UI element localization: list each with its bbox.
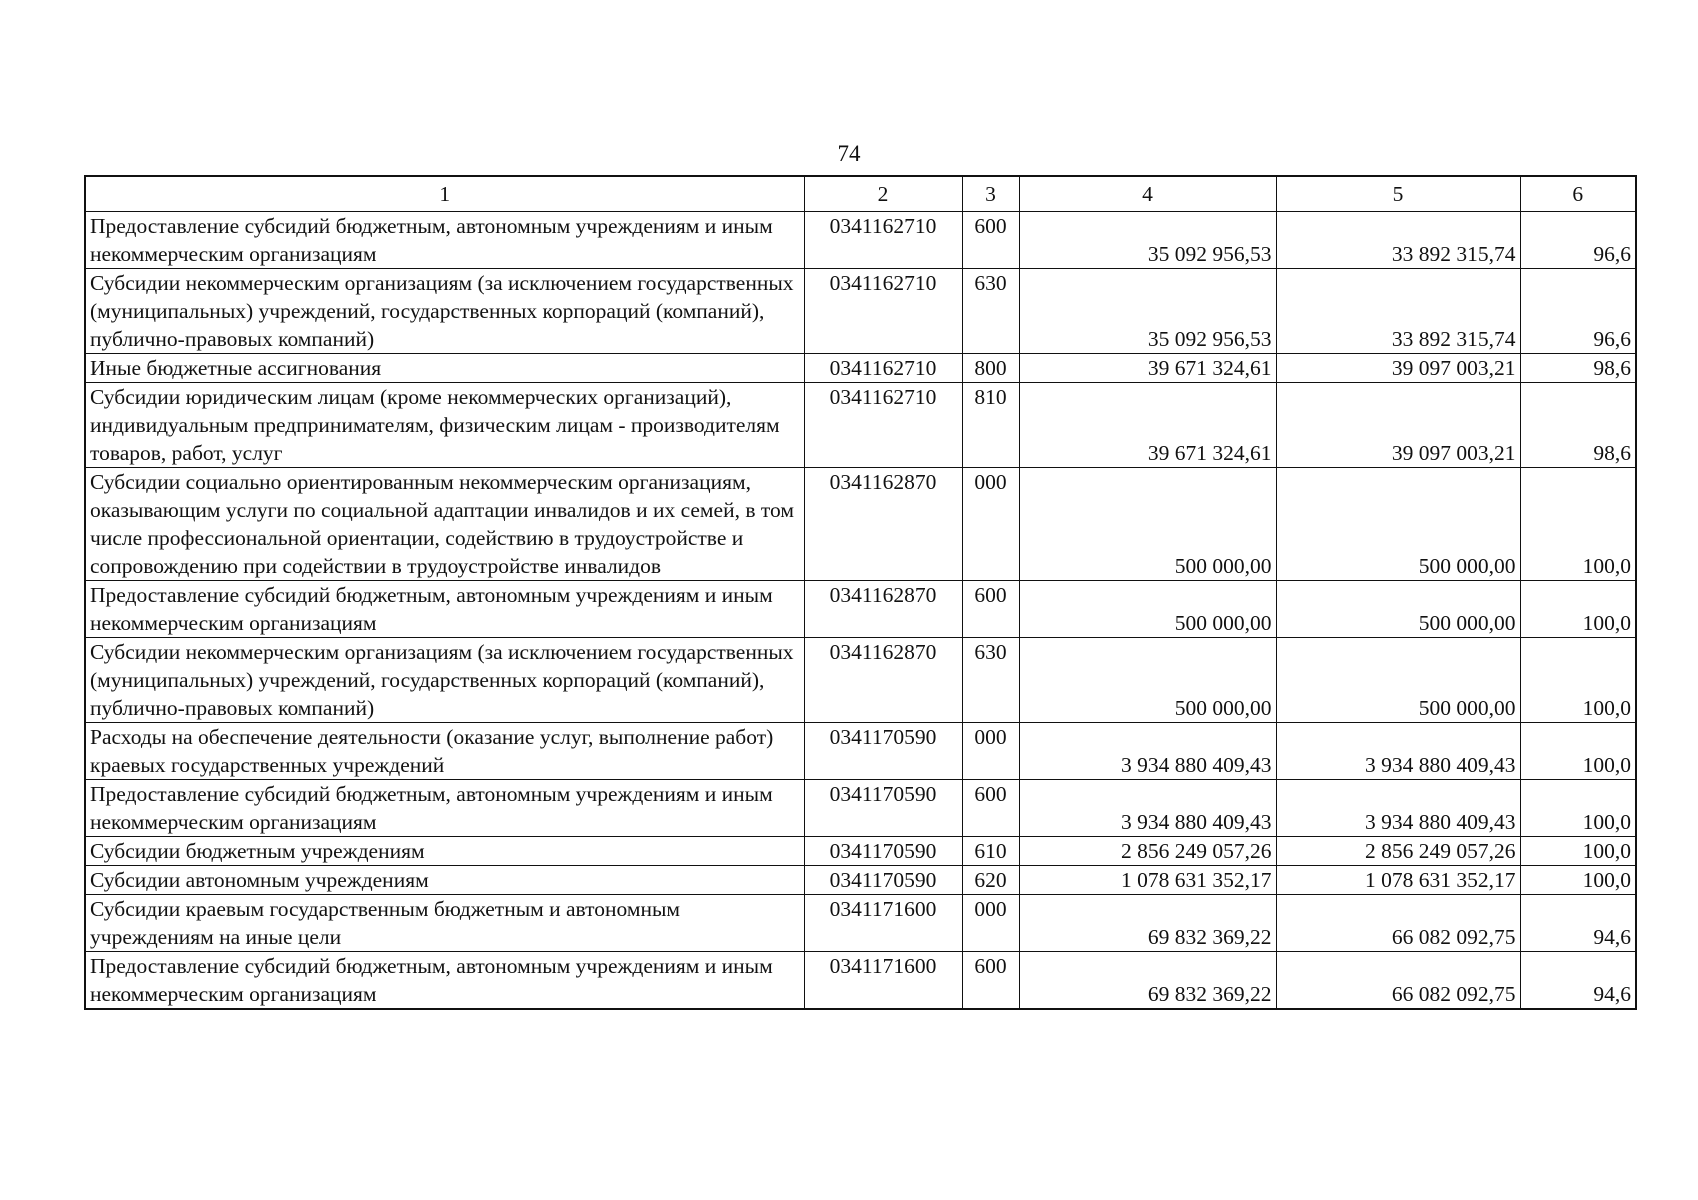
budget-table [84,175,1637,1010]
table-row [85,837,1636,866]
row-percent: 100,0 [1520,638,1636,723]
row-plan: 3 934 880 409,43 [1019,780,1276,837]
row-actual: 33 892 315,74 [1276,269,1520,354]
row-code: 0341162870 [804,638,962,723]
column-header-1: 1 [85,176,804,212]
table-header-row [85,176,1636,212]
row-name: Субсидии автономным учреждениям [85,866,804,895]
row-actual: 33 892 315,74 [1276,212,1520,269]
row-actual: 66 082 092,75 [1276,952,1520,1010]
row-code: 0341170590 [804,780,962,837]
row-code: 0341170590 [804,837,962,866]
column-header-3: 3 [962,176,1019,212]
row-type: 810 [962,383,1019,468]
row-name: Расходы на обеспечение деятельности (оказание услуг, выполнение работ) краевых государственных учреждений [85,723,804,780]
row-code: 0341162710 [804,354,962,383]
row-name: Иные бюджетные ассигнования [85,354,804,383]
row-actual: 500 000,00 [1276,581,1520,638]
table-row [85,212,1636,269]
row-name: Субсидии некоммерческим организациям (за исключением государственных (муниципальных) учреждений, государственных корпораций (компаний), публично-правовых компаний) [85,638,804,723]
row-name: Субсидии социально ориентированным некоммерческим организациям, оказывающим услуги по социальной адаптации инвалидов и их семей, в том числе профессиональной ориентации, содействию в трудоустройстве и сопровождению при содействии в трудоустройстве инвалидов [85,468,804,581]
row-code: 0341171600 [804,952,962,1010]
row-type: 600 [962,581,1019,638]
column-header-4: 4 [1019,176,1276,212]
row-name: Предоставление субсидий бюджетным, автономным учреждениям и иным некоммерческим организациям [85,780,804,837]
row-code: 0341162710 [804,212,962,269]
row-plan: 1 078 631 352,17 [1019,866,1276,895]
row-plan: 69 832 369,22 [1019,952,1276,1010]
row-percent: 98,6 [1520,354,1636,383]
row-percent: 100,0 [1520,468,1636,581]
row-type: 000 [962,468,1019,581]
table-row [85,468,1636,581]
row-plan: 500 000,00 [1019,468,1276,581]
row-actual: 1 078 631 352,17 [1276,866,1520,895]
row-type: 600 [962,952,1019,1010]
row-code: 0341162710 [804,269,962,354]
row-actual: 66 082 092,75 [1276,895,1520,952]
row-code: 0341170590 [804,723,962,780]
table-row [85,866,1636,895]
row-type: 630 [962,269,1019,354]
row-type: 620 [962,866,1019,895]
row-plan: 39 671 324,61 [1019,354,1276,383]
row-percent: 94,6 [1520,895,1636,952]
row-type: 600 [962,212,1019,269]
table-row [85,638,1636,723]
row-percent: 100,0 [1520,581,1636,638]
table-row [85,780,1636,837]
row-type: 600 [962,780,1019,837]
row-percent: 100,0 [1520,723,1636,780]
table-row [85,383,1636,468]
table-row [85,895,1636,952]
row-name: Предоставление субсидий бюджетным, автономным учреждениям и иным некоммерческим организациям [85,581,804,638]
row-percent: 100,0 [1520,866,1636,895]
page-number: 74 [837,141,861,166]
row-name: Субсидии юридическим лицам (кроме некоммерческих организаций), индивидуальным предпринимателям, физическим лицам - производителям товаров, работ, услуг [85,383,804,468]
row-type: 000 [962,723,1019,780]
column-header-6: 6 [1520,176,1636,212]
row-actual: 39 097 003,21 [1276,354,1520,383]
row-percent: 94,6 [1520,952,1636,1010]
row-type: 630 [962,638,1019,723]
row-name: Предоставление субсидий бюджетным, автономным учреждениям и иным некоммерческим организациям [85,952,804,1010]
row-plan: 500 000,00 [1019,638,1276,723]
table-row [85,952,1636,1010]
table-row [85,354,1636,383]
row-percent: 96,6 [1520,269,1636,354]
row-plan: 39 671 324,61 [1019,383,1276,468]
row-actual: 3 934 880 409,43 [1276,723,1520,780]
table-row [85,269,1636,354]
row-percent: 100,0 [1520,837,1636,866]
row-actual: 39 097 003,21 [1276,383,1520,468]
row-type: 610 [962,837,1019,866]
row-code: 0341162870 [804,468,962,581]
row-plan: 69 832 369,22 [1019,895,1276,952]
row-actual: 500 000,00 [1276,638,1520,723]
row-type: 800 [962,354,1019,383]
row-name: Субсидии бюджетным учреждениям [85,837,804,866]
row-actual: 2 856 249 057,26 [1276,837,1520,866]
row-percent: 96,6 [1520,212,1636,269]
row-plan: 500 000,00 [1019,581,1276,638]
row-plan: 3 934 880 409,43 [1019,723,1276,780]
row-name: Субсидии краевым государственным бюджетным и автономным учреждениям на иные цели [85,895,804,952]
row-actual: 500 000,00 [1276,468,1520,581]
row-plan: 2 856 249 057,26 [1019,837,1276,866]
row-percent: 100,0 [1520,780,1636,837]
row-actual: 3 934 880 409,43 [1276,780,1520,837]
row-plan: 35 092 956,53 [1019,269,1276,354]
column-header-5: 5 [1276,176,1520,212]
row-code: 0341171600 [804,895,962,952]
row-percent: 98,6 [1520,383,1636,468]
row-code: 0341162710 [804,383,962,468]
row-type: 000 [962,895,1019,952]
table-row [85,581,1636,638]
column-header-2: 2 [804,176,962,212]
row-plan: 35 092 956,53 [1019,212,1276,269]
row-name: Предоставление субсидий бюджетным, автономным учреждениям и иным некоммерческим организациям [85,212,804,269]
table-row [85,723,1636,780]
row-code: 0341170590 [804,866,962,895]
row-name: Субсидии некоммерческим организациям (за исключением государственных (муниципальных) учреждений, государственных корпораций (компаний), публично-правовых компаний) [85,269,804,354]
row-code: 0341162870 [804,581,962,638]
